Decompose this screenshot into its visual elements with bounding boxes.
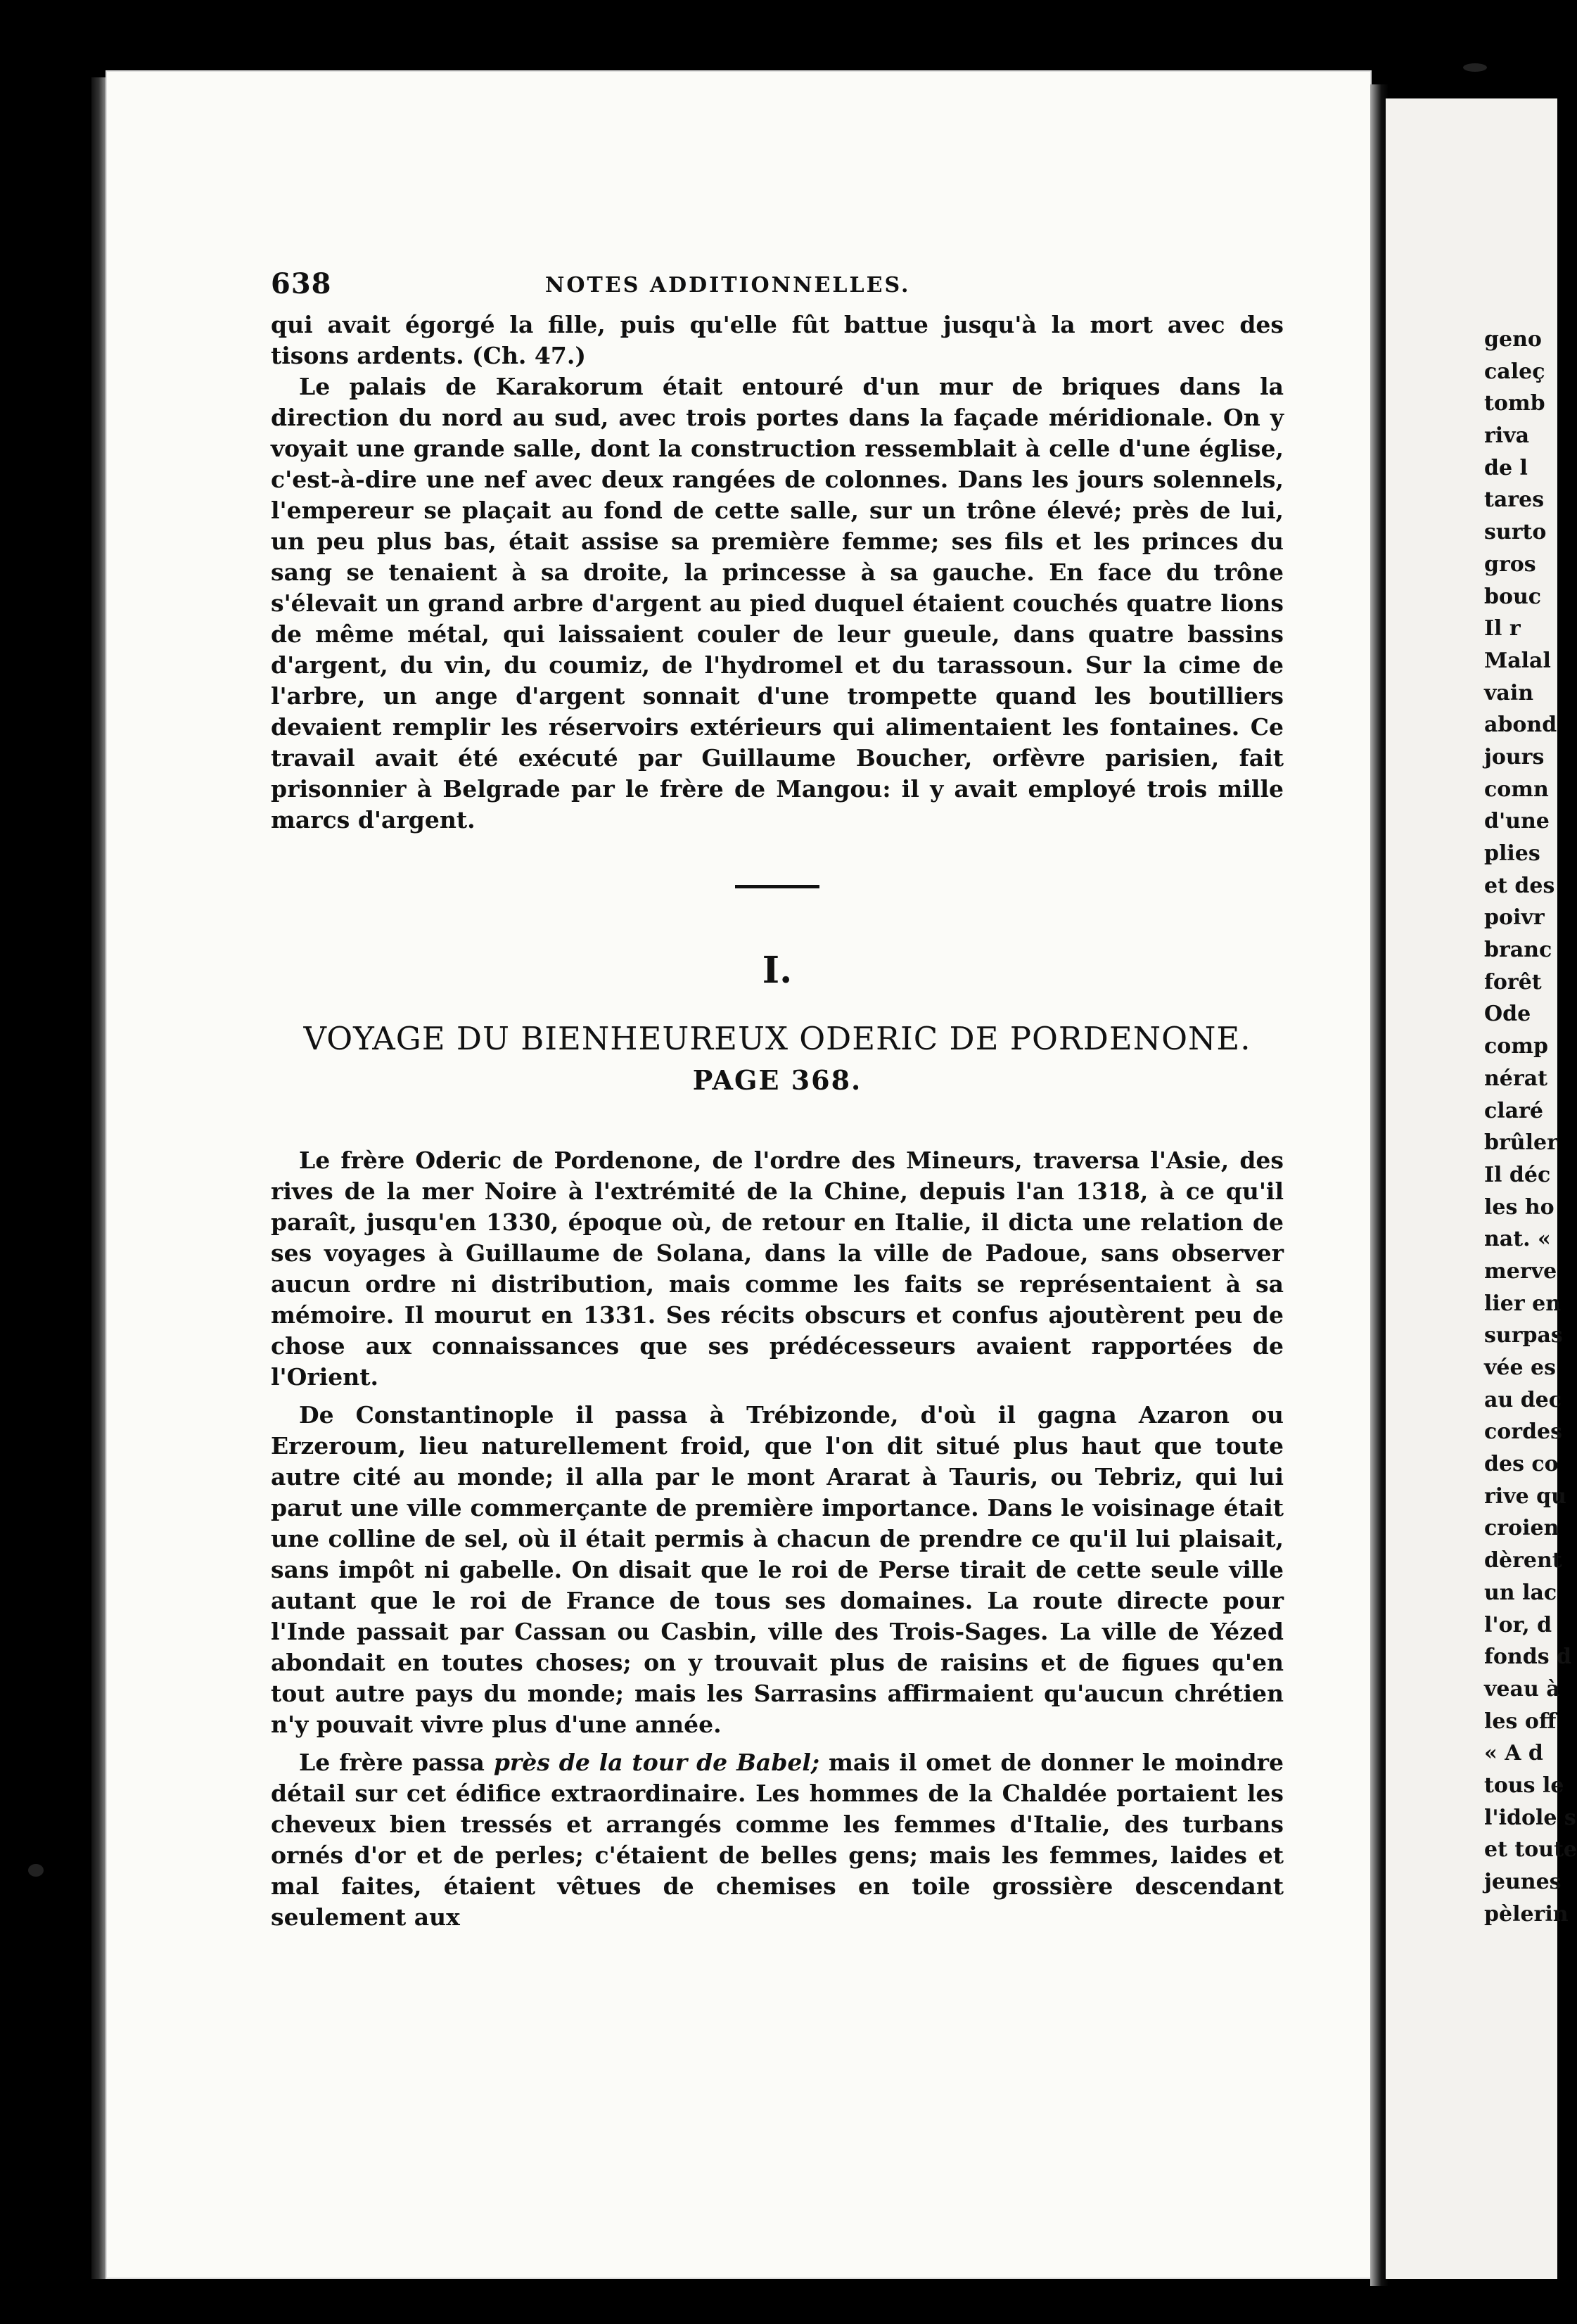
text-run: Le frère passa (299, 1749, 494, 1776)
right-page-line: « A d (1484, 1741, 1543, 1766)
right-page-line: plies (1484, 841, 1540, 866)
right-page-line: abond (1484, 713, 1557, 738)
section-page-reference: PAGE 368. (692, 1064, 862, 1096)
right-page-line: et des (1484, 873, 1555, 898)
right-page-line: veau à (1484, 1676, 1560, 1702)
right-page-line: caleç (1484, 359, 1545, 384)
scan-speck (28, 1864, 44, 1877)
right-page-line: Malal (1484, 648, 1551, 673)
right-page-line: et toute (1484, 1837, 1577, 1863)
right-page-line: riva (1484, 423, 1530, 449)
right-page-line: vain (1484, 680, 1534, 706)
right-page-line: croien (1484, 1516, 1559, 1541)
right-page-line: tous le (1484, 1773, 1564, 1798)
right-page-line: un lac (1484, 1580, 1557, 1605)
page-header (271, 267, 1284, 309)
right-page-line: au dec (1484, 1387, 1562, 1412)
paragraph: Le palais de Karakorum était entouré d'un mur de briques dans la direction du nord au sud, avec trois portes dans la façade méridionale. On y voyait une grande salle, dont la construction ressemblait à celle d'une église, c'est-à-dire une nef avec deux rangées de colonnes. Dans les jours solennels, l'empereur se plaçait au fond de cette salle, sur un trône élevé; près de lui, un peu plus bas, était assise sa première femme; ses fils et les princes du sang se tenaient à sa droite, la princesse à sa gauche. En face du trône s'élevait un grand arbre d'argent au pied duquel étaient couchés quatre lions de même métal, qui laissaient couler de leur gueule, dans quatre bassins d'argent, du vin, du coumiz, de l'hydromel et du tarassoun. Sur la cime de l'arbre, un ange d'argent sonnait d'une trompette quand les boutilliers devaient remplir les réservoirs extérieurs qui alimentaient les fontaines. Ce travail avait été exécuté par Guillaume Boucher, orfèvre parisien, fait prisonnier à Belgrade par le frère de Mangou: il y avait employé trois mille marcs d'argent. (271, 373, 1284, 834)
right-page-line: vée es (1484, 1355, 1557, 1380)
right-page-line: merve (1484, 1258, 1557, 1284)
right-page-line: lier en (1484, 1291, 1562, 1316)
right-page-line: comn (1484, 777, 1549, 802)
right-page-line: rive qu (1484, 1483, 1566, 1509)
right-page-line: brûler (1484, 1130, 1558, 1156)
right-page-line: tomb (1484, 391, 1545, 416)
right-page-line: surpas (1484, 1323, 1563, 1348)
right-page-line: fonds d (1484, 1645, 1572, 1670)
paragraph: De Constantinople il passa à Trébizonde, d'où il gagna Azaron ou Erzeroum, lieu naturellement froid, que l'on dit situé plus haut que toute autre cité au monde; il alla par le mont Ararat à Tauris, ou Tebriz, qui lui parut une ville commerçante de première importance. Dans le voisinage était une colline de sel, où il était permis à chacun de prendre ce qu'il lui plaisait, sans impôt ni gabelle. On disait que le roi de Perse tirait de cette seule ville autant que le roi de France de tous ses domaines. La route directe pour l'Inde passait par Cassan ou Casbin, ville des Trois-Sages. La ville de Yézed abondait en toutes choses; on y trouvait plus de raisins et de figues qu'en tout autre pays du monde; mais les Sarrasins affirmaient qu'aucun chrétien n'y pouvait vivre plus d'une année. (271, 1401, 1284, 1738)
right-page-line: gros (1484, 551, 1536, 577)
continued-text (271, 309, 1284, 836)
right-page-line: les off (1484, 1709, 1557, 1734)
right-page-line: poivr (1484, 905, 1545, 931)
section-number: I. (762, 949, 793, 992)
right-page-line: pèlerin (1484, 1901, 1569, 1927)
paragraph: qui avait égorgé la fille, puis qu'elle fût battue jusqu'à la mort avec des tisons ardents. (Ch. 47.) (271, 311, 1284, 369)
right-page-line: Il r (1484, 616, 1521, 641)
right-page-line: les ho (1484, 1194, 1554, 1220)
right-page-line: dèrent (1484, 1548, 1562, 1573)
right-page-line: jeunes (1484, 1870, 1562, 1894)
page-number: 638 (271, 267, 332, 300)
right-page-line: tares (1484, 487, 1545, 513)
right-page-text-fragments (1484, 324, 1577, 1930)
right-page-line: Il déc (1484, 1162, 1551, 1187)
right-page-line: branc (1484, 938, 1552, 963)
text-run: mais il omet de donner le moindre détail sur cet édifice extraordinaire. Les hommes de la Chaldée portaient les cheveux bien tressés et arrangés comme les femmes d'Italie, des turbans ornés d'or et de perles; c'étaient de belles gens; mais les femmes, laides et mal faites, étaient vêtues de chemises en toile grossière descendant seulement aux (271, 1749, 1284, 1931)
right-page-line: nat. « (1484, 1227, 1551, 1252)
right-page-line: geno (1484, 327, 1542, 352)
right-page-line: des co (1484, 1452, 1559, 1477)
paragraph: Le frère Oderic de Pordenone, de l'ordre des Mineurs, traversa l'Asie, des rives de la mer Noire à l'extrémité de la Chine, depuis l'an 1318, à ce qu'il paraît, jusqu'en 1330, époque où, de retour en Italie, il dicta une relation de ses voyages à Guillaume de Solana, dans la ville de Padoue, sans observer aucun ordre ni distribution, mais comme les faits se représentaient à sa mémoire. Il mourut en 1331. Ses récits obscurs et confus ajoutèrent peu de chose aux connaissances que ses prédécesseurs avaient rapportées de l'Orient. (271, 1147, 1284, 1391)
italic-phrase: près de la tour de Babel; (493, 1749, 820, 1776)
right-page-line: surto (1484, 520, 1547, 545)
right-page-line: bouc (1484, 584, 1542, 609)
right-page-line: cordes (1484, 1419, 1563, 1445)
section-title: VOYAGE DU BIENHEUREUX ODERIC DE PORDENONE. (303, 1020, 1251, 1057)
right-page-line: jours (1484, 744, 1545, 770)
right-page-line: nérat (1484, 1066, 1547, 1091)
right-page-line: l'or, d (1484, 1612, 1552, 1637)
page-content (271, 267, 1284, 1933)
right-page-line: Ode (1484, 1002, 1531, 1027)
running-head: NOTES ADDITIONNELLES. (545, 273, 911, 298)
section-body (271, 1145, 1284, 1933)
right-page-line: claré (1484, 1098, 1543, 1123)
right-page-line: d'une (1484, 809, 1550, 834)
right-page-line: comp (1484, 1034, 1548, 1059)
paragraph (271, 1747, 1284, 1933)
section-divider (735, 885, 819, 888)
right-page-line: forêt (1484, 969, 1542, 995)
right-page-line: l'idole s (1484, 1805, 1576, 1830)
scan-speck (1463, 63, 1487, 72)
right-page-line: de l (1484, 455, 1528, 480)
